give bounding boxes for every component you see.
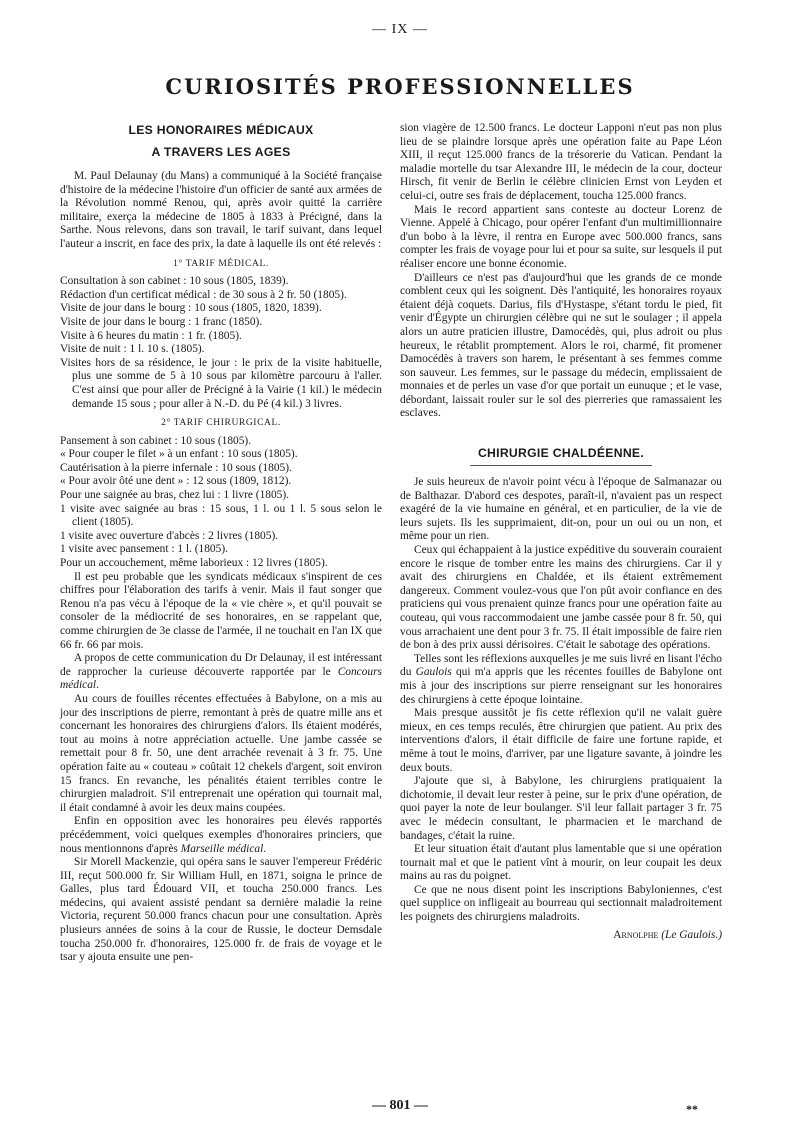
tarif-item: 1 visite avec ouverture d'abcès : 2 livres (1805). [60, 529, 279, 542]
paragraph-mais: Mais presque aussitôt je fis cette réflexion qu'il ne valait guère mieux, en ces temps reculés, être chirurgien que patient. Au prix des interventions d'alors, il était difficile de faire une fortune rapide, et même à tout le moins, d'arriver, par une ligature savante, à joindre les deux bouts. [400, 707, 722, 774]
tarif-chirurgical-list [60, 435, 382, 571]
paragraph-heureux: Je suis heureux de n'avoir point vécu à l'époque de Salmanazar ou de Balthazar. D'abord ces despotes, paraît-il, n'avaient pas un respect exagéré de la vie humaine en général, et en particulier, de la vie de leurs sujets. Ils les supprimaient, dit-on, pour un oui ou un non, et même pour un rien. [400, 476, 722, 543]
paragraph-lorenz: Mais le record appartient sans conteste au docteur Lorenz de Vienne. Appelé à Chicago, pour opérer l'enfant d'un multimillionnaire d'un bobo à la lèvre, il rentra en Europe avec 500.000 francs, sans compter les frais de voyage pour lui et pour sa suite, sur lesquels il put réaliser encore une bonne économie. [400, 203, 722, 270]
article-heading-chaldeenne: CHIRURGIE CHALDÉENNE. [477, 446, 645, 461]
page-number: — 801 — [372, 1098, 428, 1113]
tarif-item: Pour une saignée au bras, chez lui : 1 livre (1805). [60, 489, 290, 502]
paragraph-ceux: Ceux qui échappaient à la justice expéditive du souverain couraient encore le risque de tomber entre les mains des chirurgiens. Car il y avait des chirurgiens en Chaldée, et ils étaient extrêmement dangereux. Comment voulez-vous que l'on pût avoir confiance en des praticiens qui vous prenaient quinze francs pour une opération faite au couteau, qui vous raccommodaient une jambe cassée pour 8 fr. 50, qui vous arrachaient une dent pour 3 fr. 75. Il était impossible de faire rien de bon à des prix aussi dérisoires. C'était le sabotage des opérations. [400, 544, 722, 652]
tarif-item: Pansement à son cabinet : 10 sous (1805). [60, 434, 252, 447]
left-column [60, 122, 382, 965]
tarif-item: 1 visite avec saignée au bras : 15 sous, 1 l. ou 1 l. 5 sous selon le client (1805). [60, 502, 382, 529]
tarif-item: « Pour couper le filet » à un enfant : 10 sous (1805). [60, 448, 298, 461]
paragraph-ce: Ce que ne nous disent point les inscriptions Babyloniennes, c'est quel supplice on infligeait au bourreau qui sectionnait maladroitement les poignets des chirurgiens maladroits. [400, 883, 722, 924]
paragraph-babylone: Au cours de fouilles récentes effectuées à Babylone, on a mis au jour des inscriptions de pierre, remontant à près de quatre mille ans et concernant les honoraires des chirurgiens d'alors. Ils étaient modérés, tout au moins à notre appréciation actuelle. Une jambe cassée se remettait pour 8 fr. 50, une dent arrachée revenait à 3 fr. 75. Une opération faite au « couteau » coûtait 12 chekels d'argent, soit environ 15 francs. En revanche, les pénalités étaient terribles contre le chirurgien maladroit. S'il entreprenait une opération qui tournait mal, il était condamné à avoir les deux mains coupées. [60, 692, 382, 814]
paragraph-morell: Sir Morell Mackenzie, qui opéra sans le sauver l'empereur Frédéric III, reçut 500.000 fr. Sir William Hull, en 1871, soigna le prince de Galles, plus tard Édouard VII, et toucha 250.000 francs. Les médecins, qui avaient assisté pendant sa dernière maladie la reine Victoria, reçurent 50.000 francs chacun pour une consultation. Après plusieurs années de soins à la cour de Russie, le docteur Demsdale toucha 250.000 fr. d'honoraires, 125.000 fr. de frais de voyage et le tsar y ajouta ensuite une pen- [60, 856, 382, 964]
tarif-item: Visite à 6 heures du matin : 1 fr. (1805). [60, 329, 242, 342]
tarif-item: « Pour avoir ôté une dent » : 12 sous (1809, 1812). [60, 475, 292, 488]
tarif-item: Visite de nuit : 1 l. 10 s. (1805). [60, 343, 205, 356]
paragraph-continuation: sion viagère de 12.500 francs. Le docteur Lapponi n'eut pas non plus lieu de se plaindre lorsque après une opération faite au Pape Léon XIII, il reçut 125.000 francs de la trésorerie du Vatican. Pendant la maladie mortelle du tsar Alexandre III, le médecin de la cour, docteur Hirsch, fit venir de Berlin le célèbre clinicien Ernst von Leyden et celui-ci, outre ses frais de déplacement, toucha 125.000 francs. [400, 122, 722, 202]
source-marseille-medical: Marseille médical [180, 842, 264, 855]
signature-name: Arnolphe [613, 928, 659, 941]
paragraph-telles: Telles sont les réflexions auxquelles je me suis livré en lisant l'écho du Gaulois qui m'a appris que les récentes fouilles de Babylone ont mis à jour des inscriptions sur pierre renseignant sur les honoraires des chirurgiens à cette époque lointaine. [400, 652, 722, 706]
tarif-item: Rédaction d'un certificat médical : de 30 sous à 2 fr. 50 (1805). [60, 288, 347, 301]
tarif-item: Visite de jour dans le bourg : 1 franc (1850). [60, 315, 263, 328]
page-roman-numeral: — IX — [372, 22, 428, 37]
signature [400, 929, 722, 943]
paragraph-apropos: A propos de cette communication du Dr Delaunay, il est intéressant de rapprocher la curieuse découverte rapportée par le Concours médical. [60, 652, 382, 692]
tarif-medical-list [60, 275, 382, 411]
tarif-medical-title: 1° TARIF MÉDICAL. [173, 258, 269, 269]
tarif-item: Visites hors de sa résidence, le jour : le prix de la visite habituelle, plus une somme de 5 à 10 sous par kilomètre parcouru à l'aller. C'est ainsi que pour aller de Précigné à la Vairie (1 kil.) le médecin demande 15 sous ; pour aller à N.-D. du Pé (4 kil.) 3 livres. [60, 356, 382, 410]
signature-source: (Le Gaulois.) [661, 928, 722, 941]
source-gaulois: Gaulois [415, 666, 452, 679]
paragraph-syndicats: Il est peu probable que les syndicats médicaux s'inspirent de ces chiffres pour l'élaboration des tarifs à venir. Mais il faut songer que Renou n'a pas vécu à l'époque de la « vie chère », et qu'il pouvait se consoler de la médiocrité de ses honoraires, en se rappelant que, comme chirurgien de 3e classe de l'armée, il ne touchait en l'an IX que 66 fr. 66 par mois. [60, 570, 382, 651]
paragraph-situation: Et leur situation était d'autant plus lamentable que si une opération tournait mal et que le patient vînt à mourir, on leur coupait les deux mains au ras du poignet. [400, 843, 722, 883]
article-heading-honoraires: LES HONORAIRES MÉDICAUX [128, 123, 314, 137]
tarif-item: Consultation à son cabinet : 10 sous (1805, 1839). [60, 275, 289, 288]
section-title: CURIOSITÉS PROFESSIONNELLES [165, 74, 635, 99]
tarif-item: Visite de jour dans le bourg : 10 sous (1805, 1820, 1839). [60, 302, 322, 315]
tarif-item: Pour un accouchement, même laborieux : 12 livres (1805). [60, 557, 328, 570]
right-column [400, 122, 722, 942]
paragraph-ajoute: J'ajoute que si, à Babylone, les chirurgiens pratiquaient la dichotomie, il devait leur rester à peine, sur le prix d'une opération, de quoi payer la note de leur boulanger. S'il leur fallait partager 3 fr. 75 avec le médecin consultant, le pharmacien et le marchand de bandages, c'était la ruine. [400, 775, 722, 842]
paragraph-ailleurs: D'ailleurs ce n'est pas d'aujourd'hui que les grands de ce monde comblent ceux qui les soignent. Dès l'antiquité, les honoraires royaux étaient déjà coquets. Darius, fils d'Hystaspe, s'étant tordu le pied, fit venir d'Égypte un chirurgien célèbre qui ne sut le soulager ; il appela alors un autre praticien illustre, Damocédès, qui, plus adroit ou plus heureux, le rétablit promptement. Alors le roi, charmé, fit promener Damocédès à travers son harem, le présentant à ses femmes comme son sauveur. Les femmes, sur le passage du médecin, emplissaient de monnaies et de perles un vase d'or que portait un eunuque ; et le vase, débordant, laissait rouler sur le sol des pierreries que ramassaient les esclaves. [400, 271, 722, 420]
paragraph-enfin: Enfin en opposition avec les honoraires peu élevés rapportés précédemment, voici quelques exemples d'honoraires princiers, que nous mentionnons d'après Marseille médical. [60, 815, 382, 855]
article-subheading-ages: A TRAVERS LES AGES [151, 145, 291, 159]
tarif-item: 1 visite avec pansement : 1 l. (1805). [60, 543, 228, 556]
tarif-item: Cautérisation à la pierre infernale : 10 sous (1805). [60, 461, 292, 474]
heading-rule [470, 465, 652, 466]
signature-mark: ** [686, 1102, 698, 1116]
intro-paragraph: M. Paul Delaunay (du Mans) a communiqué à la Société française d'histoire de la médecine l'histoire d'un officier de santé aux armées de la Révolution nommé Renou, qui, après avoir quitté la carrière militaire, exerça la médecine de 1805 à 1833 à Précigné, dans la Sarthe. Nous relevons, dans son travail, le tarif suivant, dans lequel l'auteur a inscrit, en face des prix, la date à laquelle ils ont été relevés : [60, 170, 382, 250]
tarif-chirurgical-title: 2° TARIF CHIRURGICAL. [161, 418, 281, 429]
source-concours-medical: Concours médical [60, 665, 382, 692]
